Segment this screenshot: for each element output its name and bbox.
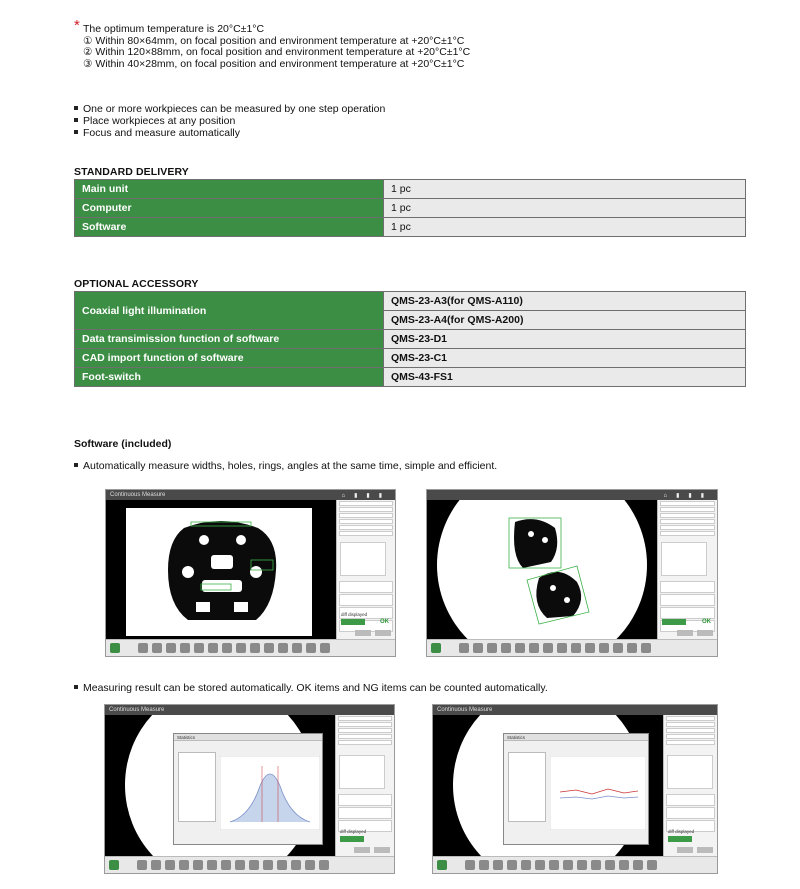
- software-screenshot: [426, 489, 718, 657]
- window-titlebar: [105, 705, 394, 715]
- ok-indicator: OK: [702, 619, 711, 625]
- diff-status: diff displayed: [341, 612, 368, 617]
- bottom-toolbar: [433, 856, 717, 873]
- bottom-toolbar: [427, 639, 717, 656]
- software-screenshot: [105, 489, 396, 657]
- item-cell: Computer: [75, 199, 384, 218]
- measure-button[interactable]: [340, 836, 364, 842]
- item-cell: CAD import function of software: [75, 349, 384, 368]
- optional-accessory-title: OPTIONAL ACCESSORY: [74, 278, 199, 290]
- workpiece-image: [427, 500, 657, 639]
- panel-button[interactable]: [354, 847, 370, 853]
- note-line: ① Within 80×64mm, on focal position and environment temperature at +20°C±1°C: [83, 34, 465, 47]
- software-title: Software (included): [74, 438, 172, 450]
- standard-delivery-table: [74, 179, 746, 237]
- optional-accessory-table: [74, 291, 746, 387]
- software-screenshot: [432, 704, 718, 874]
- code-cell: QMS-23-C1: [384, 349, 746, 368]
- item-cell: Software: [75, 218, 384, 237]
- panel-button[interactable]: [697, 847, 713, 853]
- table-row: [75, 368, 746, 387]
- item-cell: Main unit: [75, 180, 384, 199]
- dialog-title: Statistics: [174, 734, 322, 741]
- item-cell: Foot-switch: [75, 368, 384, 387]
- feature-list: [74, 103, 385, 139]
- table-row: [75, 199, 746, 218]
- code-cell: QMS-23-D1: [384, 330, 746, 349]
- table-row: [75, 292, 746, 311]
- toolbar-icons: ⌂▮▮▮: [341, 493, 391, 499]
- thumbnail: [667, 755, 713, 789]
- note-line: The optimum temperature is 20°C±1°C: [83, 23, 265, 35]
- item-cell: Coaxial light illumination: [75, 292, 384, 330]
- code-cell: QMS-23-A3(for QMS-A110): [384, 292, 746, 311]
- panel-button[interactable]: [697, 630, 713, 636]
- code-cell: QMS-43-FS1: [384, 368, 746, 387]
- trend-chart: [550, 756, 646, 830]
- ok-indicator: OK: [380, 619, 389, 625]
- bottom-toolbar: [106, 639, 395, 656]
- parameter-panel: [335, 715, 394, 856]
- feature-item: Place workpieces at any position: [74, 115, 385, 127]
- window-title: Continuous Measure: [110, 492, 166, 498]
- panel-button[interactable]: [375, 630, 391, 636]
- table-row: [75, 349, 746, 368]
- distribution-chart: [220, 756, 320, 830]
- panel-button[interactable]: [677, 630, 693, 636]
- item-cell: Data transimission function of software: [75, 330, 384, 349]
- parameter-panel: [657, 500, 717, 639]
- temperature-notes: [74, 17, 471, 70]
- window-title: Continuous Measure: [437, 707, 493, 713]
- qty-cell: 1 pc: [384, 199, 746, 218]
- diff-status: diff displayed: [668, 829, 695, 834]
- software-bullet: Automatically measure widths, holes, rings, angles at the same time, simple and efficient.: [74, 460, 497, 472]
- thumbnail: [340, 542, 386, 576]
- parameter-panel: [336, 500, 395, 639]
- note-line: ② Within 120×88mm, on focal position and environment temperature at +20°C±1°C: [83, 46, 471, 58]
- table-row: [75, 218, 746, 237]
- feature-item: Focus and measure automatically: [74, 127, 385, 139]
- asterisk-mark: *: [74, 17, 80, 34]
- thumbnail: [339, 755, 385, 789]
- software-bullet: Measuring result can be stored automatically. OK items and NG items can be counted automatically.: [74, 682, 548, 694]
- window-titlebar: [106, 490, 395, 500]
- table-row: [75, 180, 746, 199]
- panel-button[interactable]: [355, 630, 371, 636]
- camera-view: [106, 500, 336, 639]
- bottom-toolbar: [105, 856, 394, 873]
- qty-cell: 1 pc: [384, 218, 746, 237]
- standard-delivery-title: STANDARD DELIVERY: [74, 166, 189, 178]
- camera-view: [427, 500, 657, 639]
- workpiece-image: [106, 500, 336, 639]
- parameter-panel: [663, 715, 717, 856]
- code-cell: QMS-23-A4(for QMS-A200): [384, 311, 746, 330]
- statistics-dialog: [503, 733, 649, 845]
- panel-button[interactable]: [677, 847, 693, 853]
- thumbnail: [661, 542, 707, 576]
- window-titlebar: [433, 705, 717, 715]
- software-screenshot: [104, 704, 395, 874]
- feature-item: One or more workpieces can be measured by one step operation: [74, 103, 385, 115]
- measure-button[interactable]: [341, 619, 365, 625]
- measure-button[interactable]: [662, 619, 686, 625]
- panel-button[interactable]: [374, 847, 390, 853]
- measure-button[interactable]: [668, 836, 692, 842]
- statistics-dialog: [173, 733, 323, 845]
- table-row: [75, 330, 746, 349]
- qty-cell: 1 pc: [384, 180, 746, 199]
- dialog-title: Statistics: [504, 734, 648, 741]
- window-titlebar: [427, 490, 717, 500]
- note-line: ③ Within 40×28mm, on focal position and environment temperature at +20°C±1°C: [83, 57, 465, 70]
- diff-status: diff displayed: [340, 829, 367, 834]
- toolbar-icons: ⌂▮▮▮: [663, 493, 713, 499]
- window-title: Continuous Measure: [109, 707, 165, 713]
